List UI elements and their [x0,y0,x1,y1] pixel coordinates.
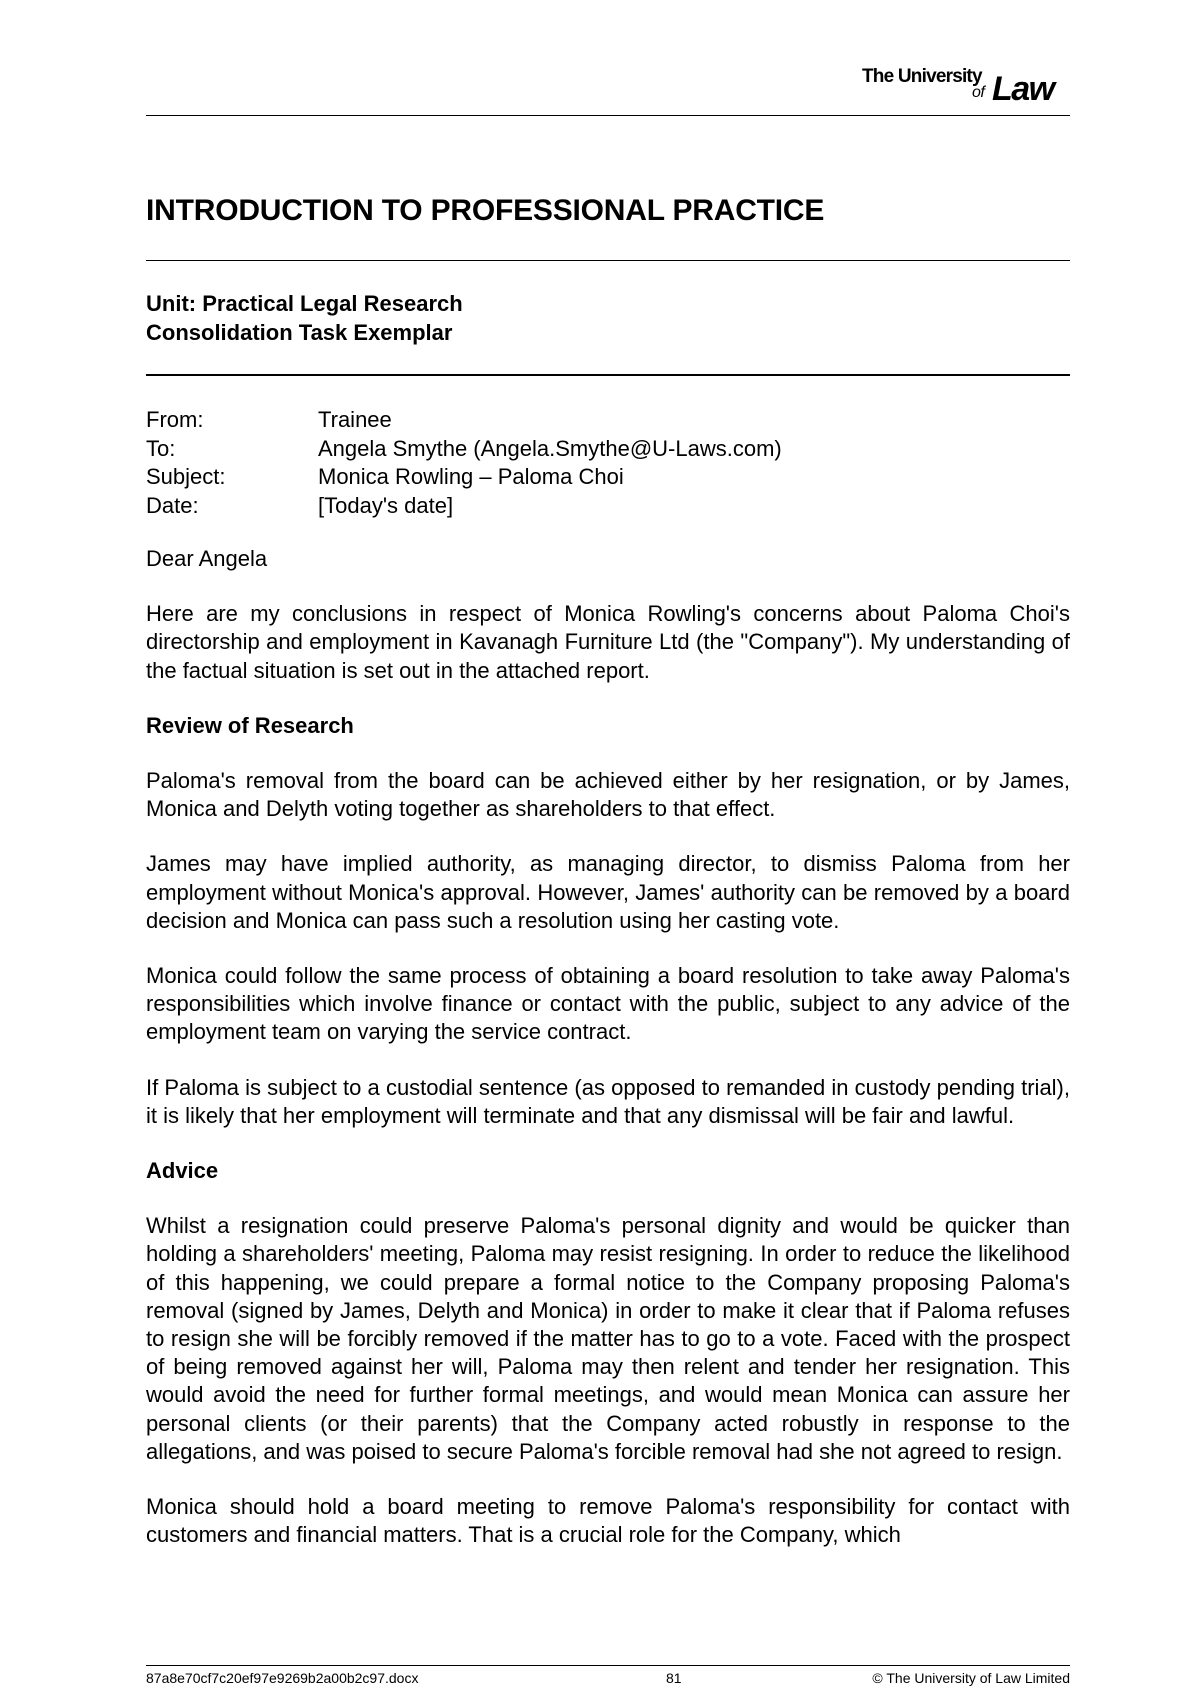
memo-label: To: [146,435,176,461]
page-title: INTRODUCTION TO PROFESSIONAL PRACTICE [146,194,825,227]
memo-header [146,406,782,520]
footer-page-number: 81 [666,1670,682,1686]
memo-row-from [146,406,782,435]
memo-value: [Today's date] [318,492,454,518]
review-heading: Review of Research [146,712,354,738]
footer-filename: 87a8e70cf7c20ef97e9269b2a00b2c97.docx [146,1670,419,1686]
intro-paragraph: Here are my conclusions in respect of Monica Rowling's concerns about Paloma Choi's directorship and employment in Kavanagh Furniture Ltd (the "Company"). My understanding of the factual situation is set out in the attached report. [146,601,1070,683]
advice-paragraph: Monica should hold a board meeting to remove Paloma's responsibility for contact with customers and financial matters. That is a crucial role for the Company, which [146,1494,1070,1548]
memo-label: From: [146,407,204,432]
memo-value: Angela Smythe (Angela.Smythe@U-Laws.com) [318,435,782,461]
memo-row-subject [146,463,782,492]
unit-line: Unit: Practical Legal Research [146,291,463,316]
letter-body [146,545,1070,1576]
memo-row-date [146,492,782,521]
title-rule [146,260,1070,261]
review-paragraph: James may have implied authority, as managing director, to dismiss Paloma from her employment without Monica's approval. However, James' authority can be removed by a board decision and Monica can pass such a resolution using her casting vote. [146,851,1070,933]
unit-rule [146,374,1070,376]
salutation: Dear Angela [146,546,268,571]
footer-rule [146,1665,1070,1666]
logo-line-1: The University [862,66,982,87]
review-paragraph: Monica could follow the same process of obtaining a board resolution to take away Paloma's responsibilities which involve finance or contact with the public, subject to any advice of the employment team on varying the service contract. [146,963,1070,1045]
task-line: Consolidation Task Exemplar [146,320,453,345]
logo-line-3: Law [992,70,1054,108]
memo-value: Monica Rowling – Paloma Choi [318,464,624,489]
logo-line-2: of [972,84,985,101]
unit-heading [146,289,463,347]
header-rule [146,115,1070,116]
memo-value: Trainee [318,407,392,432]
review-paragraph: Paloma's removal from the board can be achieved either by her resignation, or by James, Monica and Delyth voting together as shareholders to that effect. [146,768,1070,822]
memo-label: Date: [146,492,199,518]
advice-paragraph: Whilst a resignation could preserve Paloma's personal dignity and would be quicker than holding a shareholders' meeting, Paloma may resist resigning. In order to reduce the likelihood of this happening, we could prepare a formal notice to the Company proposing Paloma's removal (signed by James, Delyth and Monica) in order to make it clear that if Paloma refuses to resign she will be forcibly removed if the matter has to go to a vote. Faced with the prospect of being removed against her will, Paloma may then relent and tender her resignation. This would avoid the need for further formal meetings, and would mean Monica can assure her personal clients (or their parents) that the Company acted robustly in response to the allegations, and was poised to secure Paloma's forcible removal had she not agreed to resign. [146,1213,1070,1464]
review-paragraph: If Paloma is subject to a custodial sentence (as opposed to remanded in custody pending trial), it is likely that her employment will terminate and that any dismissal will be fair and lawful. [146,1074,1070,1128]
memo-label: Subject: [146,464,226,489]
footer-copyright: © The University of Law Limited [872,1670,1070,1686]
advice-heading: Advice [146,1158,219,1184]
university-of-law-logo [862,66,1070,108]
memo-row-to [146,435,782,464]
